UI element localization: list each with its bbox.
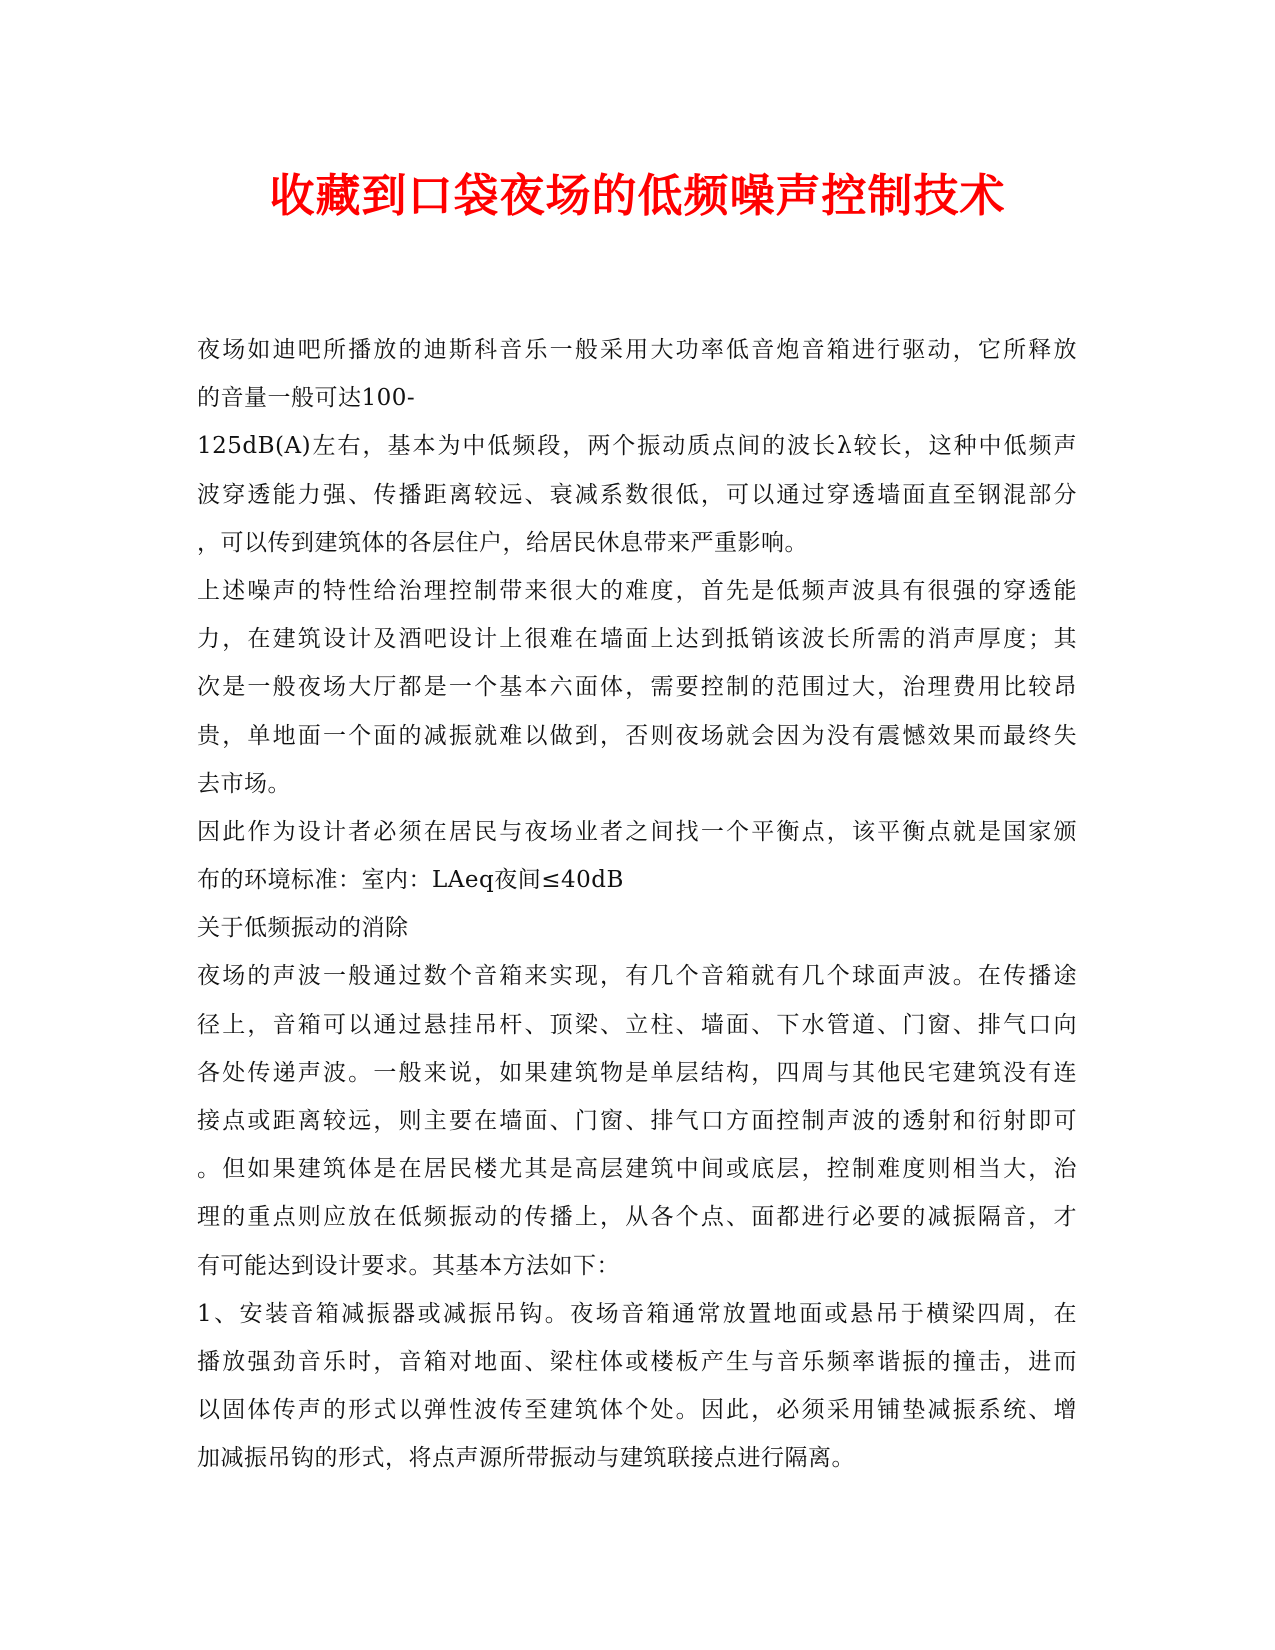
body-line: 播放强劲音乐时，音箱对地面、梁柱体或楼板产生与音乐频率谐振的撞击，进而 [197, 1348, 1077, 1375]
body-line: 力，在建筑设计及酒吧设计上很难在墙面上达到抵销该波长所需的消声厚度；其 [197, 626, 1077, 653]
body-line: 贵，单地面一个面的减振就难以做到，否则夜场就会因为没有震憾效果而最终失 [197, 722, 1077, 749]
body-line: 接点或距离较远，则主要在墙面、门窗、排气口方面控制声波的透射和衍射即可 [197, 1108, 1077, 1134]
body-line: 。但如果建筑体是在居民楼尤其是高层建筑中间或底层，控制难度则相当大，治 [197, 1156, 1077, 1183]
document-title: 收藏到口袋夜场的低频噪声控制技术 [269, 169, 1006, 222]
body-line: 的音量一般可达100- [197, 385, 416, 412]
body-line: 以固体传声的形式以弹性波传至建筑体个处。因此，必须采用铺垫减振系统、增 [197, 1397, 1077, 1424]
body-line: 1、安装音箱减振器或减振吊钩。夜场音箱通常放置地面或悬吊于横梁四周，在 [197, 1300, 1077, 1327]
body-line: 径上，音箱可以通过悬挂吊杆、顶梁、立柱、墙面、下水管道、门窗、排气口向 [197, 1011, 1077, 1038]
body-line: 理的重点则应放在低频振动的传播上，从各个点、面都进行必要的减振隔音，才 [197, 1204, 1077, 1231]
body-line: 布的环境标准：室内：LAeq夜间≤40dB [197, 867, 624, 894]
body-line: 去市场。 [197, 770, 291, 797]
body-line: 各处传递声波。一般来说，如果建筑物是单层结构，四周与其他民宅建筑没有连 [197, 1059, 1077, 1086]
body-line: 波穿透能力强、传播距离较远、衰减系数很低，可以通过穿透墙面直至钢混部分 [197, 481, 1077, 508]
body-line: ，可以传到建筑体的各层住户，给居民休息带来严重影响。 [197, 529, 808, 556]
body-line: 加减振吊钩的形式，将点声源所带振动与建筑联接点进行隔离。 [197, 1445, 855, 1472]
section-heading: 关于低频振动的消除 [197, 915, 409, 942]
body-line: 次是一般夜场大厅都是一个基本六面体，需要控制的范围过大，治理费用比较昂 [197, 674, 1077, 701]
body-line: 125dB(A)左右，基本为中低频段，两个振动质点间的波长λ较长，这种中低频声 [197, 433, 1077, 460]
body-line: 有可能达到设计要求。其基本方法如下： [197, 1252, 620, 1279]
body-line: 因此作为设计者必须在居民与夜场业者之间找一个平衡点，该平衡点就是国家颁 [197, 818, 1077, 845]
body-line: 上述噪声的特性给治理控制带来很大的难度，首先是低频声波具有很强的穿透能 [197, 577, 1077, 604]
body-line: 夜场如迪吧所播放的迪斯科音乐一般采用大功率低音炮音箱进行驱动，它所释放 [197, 337, 1077, 363]
body-line: 夜场的声波一般通过数个音箱来实现，有几个音箱就有几个球面声波。在传播途 [197, 963, 1077, 990]
document-body [197, 326, 1077, 1483]
